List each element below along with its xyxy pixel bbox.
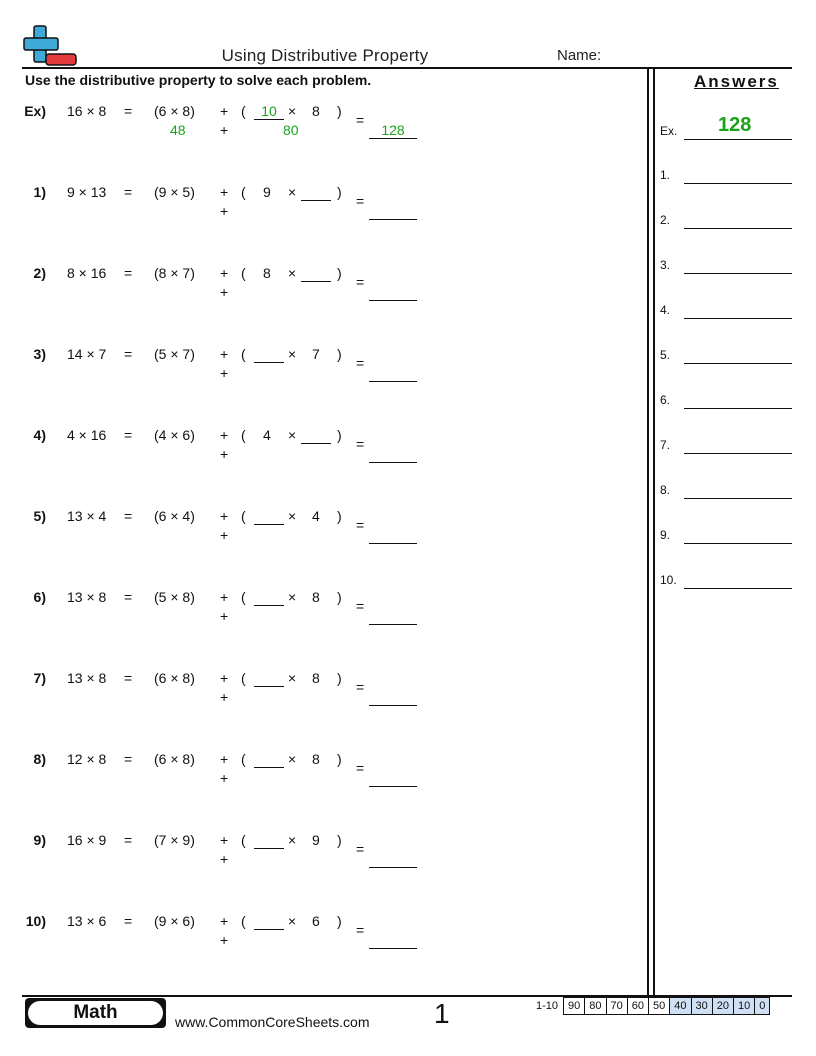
close-paren: )	[337, 103, 342, 119]
close-paren: )	[337, 184, 342, 200]
close-paren: )	[337, 913, 342, 929]
answer-line[interactable]	[684, 227, 792, 229]
factor-a-blank	[254, 834, 284, 849]
factor-a-blank	[254, 753, 284, 768]
plus-sign: +	[220, 832, 229, 848]
times-sign: ×	[288, 103, 297, 119]
answer-label: 4.	[660, 303, 671, 317]
problem-number: 2)	[33, 265, 46, 281]
plus-sign: +	[220, 770, 229, 786]
equals-sign: =	[356, 598, 365, 614]
problem-number: 1)	[33, 184, 46, 200]
problem-lhs: 14 × 7	[67, 346, 107, 362]
answer-label: 6.	[660, 393, 671, 407]
plus-sign: +	[220, 913, 229, 929]
plus-sign: +	[220, 527, 229, 543]
plus-sign: +	[220, 751, 229, 767]
equals-sign: =	[356, 193, 365, 209]
plus-sign: +	[220, 689, 229, 705]
times-sign: ×	[288, 265, 297, 281]
open-paren: (	[241, 346, 246, 362]
answer-label: 3.	[660, 258, 671, 272]
score-cell: 80	[585, 998, 606, 1015]
score-cell: 70	[606, 998, 627, 1015]
example-factor-a: 10	[254, 103, 284, 120]
factor-a-blank	[254, 915, 284, 930]
equals-sign: =	[124, 265, 133, 281]
answer-blank	[369, 381, 417, 382]
answer-line[interactable]	[684, 587, 792, 589]
answer-blank	[369, 786, 417, 787]
answer-ex-line	[684, 138, 792, 140]
equals-sign: =	[124, 913, 133, 929]
factor-a: 4	[263, 427, 271, 443]
answer-blank	[369, 462, 417, 463]
equals-sign: =	[124, 670, 133, 686]
problem-number: 8)	[33, 751, 46, 767]
instructions: Use the distributive property to solve each problem.	[25, 72, 372, 88]
close-paren: )	[337, 670, 342, 686]
problem-lhs: 12 × 8	[67, 751, 107, 767]
factor-a-blank	[254, 348, 284, 363]
problem-number: 10)	[25, 913, 46, 929]
answer-line[interactable]	[684, 362, 792, 364]
open-paren: (	[241, 184, 246, 200]
problem-group1: (5 × 8)	[154, 589, 195, 605]
score-cell: 30	[691, 998, 712, 1015]
plus-sign: +	[220, 851, 229, 867]
factor-b: 7	[312, 346, 320, 362]
equals-sign: =	[124, 751, 133, 767]
factor-b-blank	[301, 429, 331, 444]
answer-label: 8.	[660, 483, 671, 497]
problem-lhs: 13 × 6	[67, 913, 107, 929]
times-sign: ×	[288, 670, 297, 686]
equals-sign: =	[124, 589, 133, 605]
open-paren: (	[241, 103, 246, 119]
subject-badge-label: Math	[28, 1001, 163, 1025]
plus-sign: +	[220, 284, 229, 300]
answer-line[interactable]	[684, 317, 792, 319]
answer-label: 10.	[660, 573, 677, 587]
factor-b: 8	[312, 589, 320, 605]
close-paren: )	[337, 346, 342, 362]
factor-a-blank	[254, 510, 284, 525]
name-label: Name:	[557, 47, 602, 64]
answer-blank	[369, 867, 417, 868]
score-cell: 0	[755, 998, 770, 1015]
header-rule	[22, 67, 792, 69]
answer-blank	[369, 624, 417, 625]
open-paren: (	[241, 751, 246, 767]
factor-b-blank	[301, 186, 331, 201]
answer-line[interactable]	[684, 182, 792, 184]
factor-b: 4	[312, 508, 320, 524]
equals-sign: =	[124, 103, 133, 119]
equals-sign: =	[356, 841, 365, 857]
close-paren: )	[337, 265, 342, 281]
answer-line[interactable]	[684, 407, 792, 409]
score-cell: 20	[712, 998, 733, 1015]
close-paren: )	[337, 751, 342, 767]
equals-sign: =	[356, 112, 365, 128]
plus-sign: +	[220, 203, 229, 219]
problem-number: 4)	[33, 427, 46, 443]
example-lhs: 16 × 8	[67, 103, 107, 119]
plus-sign: +	[220, 608, 229, 624]
answer-blank	[369, 300, 417, 301]
open-paren: (	[241, 589, 246, 605]
open-paren: (	[241, 832, 246, 848]
times-sign: ×	[288, 832, 297, 848]
problem-group1: (6 × 8)	[154, 751, 195, 767]
problem-number: 9)	[33, 832, 46, 848]
page-title: Using Distributive Property	[221, 46, 429, 65]
score-cell: 10	[734, 998, 755, 1015]
open-paren: (	[241, 670, 246, 686]
factor-b-blank	[301, 267, 331, 282]
example-answer: 128	[369, 122, 417, 139]
equals-sign: =	[124, 427, 133, 443]
plus-sign: +	[220, 122, 229, 138]
plus-sign: +	[220, 103, 229, 119]
problem-lhs: 9 × 13	[67, 184, 107, 200]
open-paren: (	[241, 427, 246, 443]
factor-b: 8	[312, 751, 320, 767]
plus-sign: +	[220, 365, 229, 381]
equals-sign: =	[356, 922, 365, 938]
problem-group1: (6 × 4)	[154, 508, 195, 524]
problem-number: 7)	[33, 670, 46, 686]
open-paren: (	[241, 508, 246, 524]
problem-group1: (7 × 9)	[154, 832, 195, 848]
problem-group1: (9 × 5)	[154, 184, 195, 200]
equals-sign: =	[124, 184, 133, 200]
equals-sign: =	[356, 436, 365, 452]
example-label: Ex)	[24, 103, 46, 119]
answer-label: 9.	[660, 528, 671, 542]
factor-b: 6	[312, 913, 320, 929]
answer-blank	[369, 948, 417, 949]
score-range-label: 1-10	[536, 1000, 559, 1012]
column-divider	[647, 67, 649, 995]
equals-sign: =	[356, 760, 365, 776]
problem-lhs: 13 × 4	[67, 508, 107, 524]
close-paren: )	[337, 832, 342, 848]
times-sign: ×	[288, 508, 297, 524]
equals-sign: =	[124, 508, 133, 524]
times-sign: ×	[288, 751, 297, 767]
score-cell: 40	[670, 998, 691, 1015]
plus-sign: +	[220, 184, 229, 200]
plus-sign: +	[220, 346, 229, 362]
equals-sign: =	[356, 517, 365, 533]
answer-ex-label: Ex.	[660, 124, 678, 138]
factor-a: 8	[263, 265, 271, 281]
answer-line[interactable]	[684, 452, 792, 454]
factor-b: 9	[312, 832, 320, 848]
equals-sign: =	[356, 274, 365, 290]
answer-blank	[369, 219, 417, 220]
times-sign: ×	[288, 913, 297, 929]
problem-number: 3)	[33, 346, 46, 362]
example-product1: 48	[170, 122, 186, 138]
factor-a-blank	[254, 591, 284, 606]
answer-blank	[369, 705, 417, 706]
factor-b: 8	[312, 670, 320, 686]
problem-number: 5)	[33, 508, 46, 524]
answer-line[interactable]	[684, 272, 792, 274]
score-cell: 60	[627, 998, 648, 1015]
problem-group1: (4 × 6)	[154, 427, 195, 443]
plus-sign: +	[220, 427, 229, 443]
open-paren: (	[241, 913, 246, 929]
plus-sign: +	[220, 446, 229, 462]
open-paren: (	[241, 265, 246, 281]
factor-a: 9	[263, 184, 271, 200]
close-paren: )	[337, 508, 342, 524]
answer-blank	[369, 543, 417, 544]
example-product2: 80	[283, 122, 299, 138]
page-number: 1	[434, 998, 450, 1029]
problem-lhs: 13 × 8	[67, 589, 107, 605]
score-cell: 50	[649, 998, 670, 1015]
times-sign: ×	[288, 589, 297, 605]
equals-sign: =	[124, 346, 133, 362]
problem-group1: (6 × 8)	[154, 670, 195, 686]
problem-lhs: 13 × 8	[67, 670, 107, 686]
problem-group1: (5 × 7)	[154, 346, 195, 362]
factor-a-blank	[254, 672, 284, 687]
plus-sign: +	[220, 589, 229, 605]
answer-label: 5.	[660, 348, 671, 362]
site-url: www.CommonCoreSheets.com	[175, 1014, 370, 1030]
problem-number: 6)	[33, 589, 46, 605]
answers-title: Answers	[694, 72, 779, 91]
problem-group1: (8 × 7)	[154, 265, 195, 281]
close-paren: )	[337, 589, 342, 605]
times-sign: ×	[288, 427, 297, 443]
times-sign: ×	[288, 184, 297, 200]
equals-sign: =	[356, 355, 365, 371]
equals-sign: =	[356, 679, 365, 695]
answer-label: 7.	[660, 438, 671, 452]
problem-lhs: 16 × 9	[67, 832, 107, 848]
times-sign: ×	[288, 346, 297, 362]
close-paren: )	[337, 427, 342, 443]
plus-sign: +	[220, 670, 229, 686]
answer-label: 1.	[660, 168, 671, 182]
problem-lhs: 8 × 16	[67, 265, 107, 281]
plus-sign: +	[220, 932, 229, 948]
equals-sign: =	[124, 832, 133, 848]
answer-label: 2.	[660, 213, 671, 227]
score-table	[532, 997, 770, 1015]
answer-ex-value: 128	[718, 114, 752, 136]
answer-line[interactable]	[684, 542, 792, 544]
example-factor-b: 8	[312, 103, 320, 119]
answer-line[interactable]	[684, 497, 792, 499]
score-cell: 90	[564, 998, 585, 1015]
example-group1: (6 × 8)	[154, 103, 195, 119]
problem-lhs: 4 × 16	[67, 427, 107, 443]
column-divider	[653, 67, 655, 995]
plus-sign: +	[220, 508, 229, 524]
problem-group1: (9 × 6)	[154, 913, 195, 929]
plus-sign: +	[220, 265, 229, 281]
